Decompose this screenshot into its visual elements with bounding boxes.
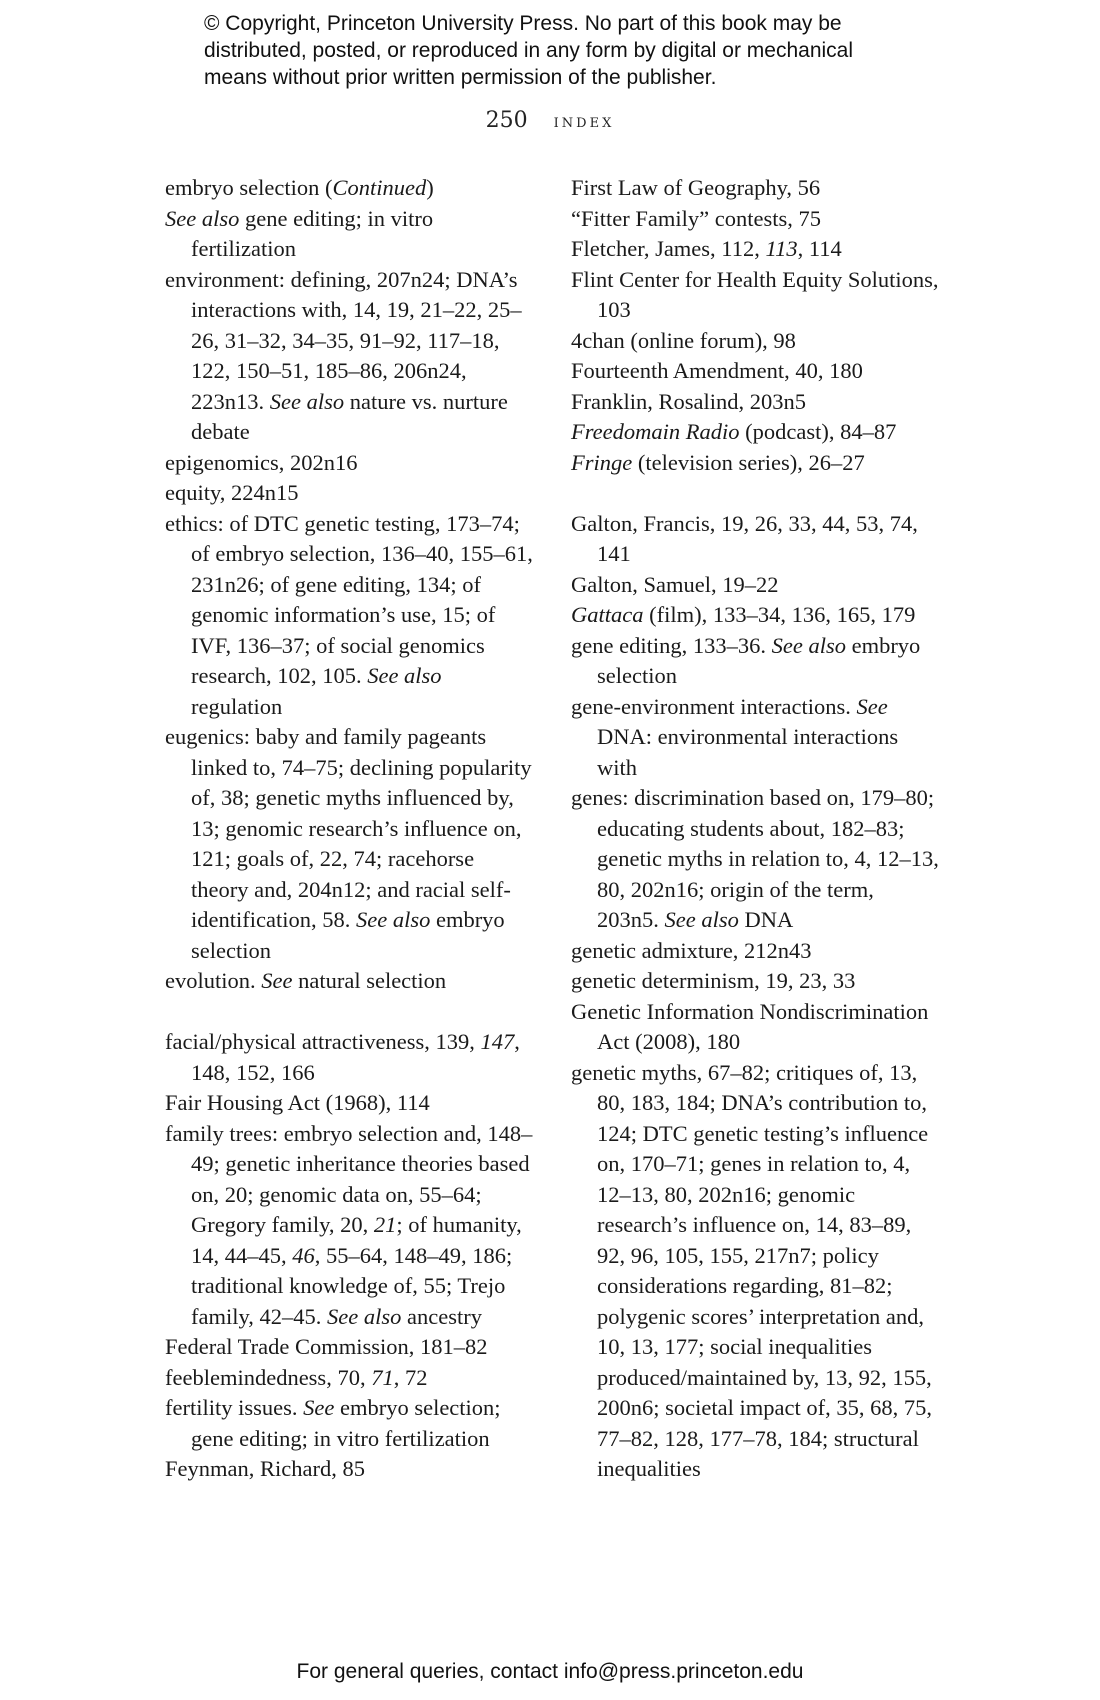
index-entry-text: 4chan (online forum), 98 (571, 327, 796, 353)
index-entry-text: DNA: environmental interactions with (597, 724, 899, 780)
index-entry-text: Feynman, Richard, 85 (165, 1456, 365, 1481)
index-entry-italic: 46 (292, 1242, 315, 1268)
index-entry-text: (podcast), 84–87 (739, 419, 897, 444)
index-entry-text: regulation (191, 693, 283, 719)
index-entry-text: “Fitter Family” contests, 75 (571, 205, 821, 231)
index-entry-italic: See also (355, 907, 431, 932)
index-entry-italic: 21 (373, 1212, 397, 1237)
index-entry-text: embryo selection; gene editing; in vitro fertilization (191, 1395, 501, 1451)
index-entry-text: Fourteenth Amendment, 40, 180 (571, 358, 863, 383)
index-entry-text: gene editing; in vitro fertilization (191, 205, 434, 261)
copyright-notice: © Copyright, Princeton University Press. No part of this book may be distributed, posted, or reproduced in any form by digital or mechanical means without prior written permission of the publisher. (204, 12, 854, 89)
index-entry-italic: See also (165, 205, 240, 231)
index-entry-italic: See also (664, 907, 739, 932)
index-entry-italic: See (261, 968, 293, 993)
index-entry-italic: See (856, 693, 888, 719)
index-entry-text: family trees: embryo selection and, 148–49; genetic inheritance theories based on, 20; genomic data on, 55–64; Gregory family, 20, (165, 1120, 533, 1237)
index-entry-italic: 147 (480, 1029, 515, 1054)
index-entry-text: equity, 224n15 (165, 480, 299, 505)
index-entry (571, 936, 941, 967)
index-entry (571, 692, 941, 784)
index-entry (165, 1332, 535, 1363)
index-entry (165, 204, 535, 265)
index-entry-text: Fair Housing Act (1968), 114 (165, 1090, 430, 1115)
index-entry-italic: Continued (332, 175, 427, 200)
index-entry-text: (film), 133–34, 136, 165, 179 (643, 602, 916, 627)
letter-group-gap (165, 997, 535, 1028)
index-entry-text: ancestry (401, 1303, 482, 1329)
index-entry-text: Flint Center for Health Equity Solutions, 103 (571, 266, 939, 322)
index-entry (165, 448, 535, 479)
index-entry-text: gene-environment interactions. (571, 693, 857, 719)
index-entry-text: genetic determinism, 19, 23, 33 (571, 968, 856, 993)
index-entry (571, 417, 941, 448)
index-entry (571, 173, 941, 204)
index-entry (165, 1363, 535, 1394)
index-entry (571, 509, 941, 570)
index-entry (571, 997, 941, 1058)
index-entry-text: First Law of Geography, 56 (571, 175, 821, 200)
index-entry-text: fertility issues. (165, 1395, 304, 1420)
index-entry-text: embryo selection ( (165, 175, 333, 200)
index-entry-text: Fletcher, James, 112, (571, 236, 766, 261)
index-entry-text: Galton, Francis, 19, 26, 33, 44, 53, 74, 141 (571, 510, 918, 566)
running-head (0, 108, 1100, 133)
index-entry-text: ; of humanity, 14, 44–45, (191, 1212, 522, 1268)
index-entry (571, 1058, 941, 1485)
index-entry (571, 234, 941, 265)
index-entry (571, 326, 941, 357)
index-entry (165, 173, 535, 204)
index-entry (571, 631, 941, 692)
index-entry-text: , 114 (797, 236, 842, 261)
index-entry (165, 1119, 535, 1333)
index-entry (165, 1393, 535, 1454)
index-entry-text: evolution. (165, 968, 262, 993)
index-entry-text: genes: discrimination based on, 179–80; educating students about, 182–83; genetic myths in relation to, 4, 12–13, 80, 202n16; origin of the term, 203n5. (571, 785, 939, 932)
index-entry-text: Franklin, Rosalind, 203n5 (571, 388, 806, 414)
index-entry (571, 265, 941, 326)
index-entry-italic: 113 (765, 236, 798, 261)
index-entry-text: , 148, 152, 166 (191, 1029, 520, 1085)
index-entry-italic: See also (771, 632, 846, 658)
index-entry (571, 966, 941, 997)
index-entry (165, 265, 535, 448)
index-entry-italic: See (303, 1395, 335, 1420)
index-entry (571, 570, 941, 601)
page-number: 250 (485, 108, 528, 133)
index-entry (165, 478, 535, 509)
index-entry-text: environment: defining, 207n24; DNA’s interactions with, 14, 19, 21–22, 25–26, 31–32, 34–35, 91–92, 117–18, 122, 150–51, 185–86, 206n24, 223n13. (165, 266, 522, 414)
index-entry-text: genetic admixture, 212n43 (571, 937, 812, 963)
index-entry-italic: See also (269, 388, 345, 414)
index-entry-text: Galton, Samuel, 19–22 (571, 571, 779, 597)
index-entry (165, 509, 535, 723)
index-column-left (165, 173, 535, 1485)
index-entry (571, 448, 941, 479)
index-entry (571, 356, 941, 387)
index-entry-text: facial/physical attractiveness, 139, (165, 1029, 481, 1054)
index-entry-text: feeblemindedness, 70, (165, 1364, 372, 1390)
index-entry (571, 387, 941, 418)
index-entry-text: , 72 (393, 1364, 428, 1390)
index-entry-text: Genetic Information Nondiscrimination Act (2008), 180 (571, 998, 929, 1054)
index-column-right (571, 173, 941, 1485)
index-entry-italic: Gattaca (571, 602, 644, 627)
index-entry-italic: Freedomain Radio (571, 419, 740, 444)
index-entry (165, 1454, 535, 1485)
index-entry-italic: See also (327, 1303, 402, 1329)
index-entry-text: natural selection (292, 968, 447, 993)
index-entry-text: embryo selection (191, 907, 505, 963)
index-entry-text: epigenomics, 202n16 (165, 449, 358, 475)
index-entry-text: ) (426, 175, 434, 200)
index-entry-text: , 55–64, 148–49, 186; traditional knowledge of, 55; Trejo family, 42–45. (191, 1242, 513, 1329)
index-entry-text: DNA (738, 907, 794, 932)
index-entry-text: genetic myths, 67–82; critiques of, 13, 80, 183, 184; DNA’s contribution to, 124; DTC genetic testing’s influence on, 170–71; genes in relation to, 4, 12–13, 80, 202n16; genomic research’s influence on, 14, 83–89, 92, 96, 105, 155, 217n7; policy considerations regarding, 81–82; polygenic scores’ interpretation and, 10, 13, 177; social inequalities produced/maintained by, 13, 92, 155, 200n6; societal impact of, 35, 68, 75, 77–82, 128, 177–78, 184; structural inequalities (571, 1059, 932, 1481)
index-entry (165, 966, 535, 997)
index-entry-italic: 71 (371, 1364, 394, 1390)
section-title: index (553, 111, 615, 132)
letter-group-gap (571, 478, 941, 509)
index-entry (571, 600, 941, 631)
footer-contact: For general queries, contact info@press.princeton.edu (296, 1660, 804, 1683)
index-entry (165, 1027, 535, 1088)
index-entry-italic: See also (367, 663, 442, 688)
index-entry-text: embryo selection (597, 632, 921, 688)
index-entry (571, 204, 941, 235)
index-entry-italic: Fringe (571, 449, 633, 475)
index-entry-text: (television series), 26–27 (632, 449, 865, 475)
index-entry (165, 1088, 535, 1119)
index-entry-text: ethics: of DTC genetic testing, 173–74; of embryo selection, 136–40, 155–61, 231n26; of gene editing, 134; of genomic information’s use, 15; of IVF, 136–37; of social genomics research, 102, 105. (165, 510, 533, 688)
index-entry-text: Federal Trade Commission, 181–82 (165, 1334, 488, 1359)
index-entry (571, 783, 941, 936)
index-entry-text: eugenics: baby and family pageants linked to, 74–75; declining popularity of, 38; genetic myths influenced by, 13; genomic research’s influence on, 121; goals of, 22, 74; racehorse theory and, 204n12; and racial self-identification, 58. (165, 724, 532, 932)
index-entry-text: gene editing, 133–36. (571, 632, 772, 658)
index-entry-text: nature vs. nurture debate (191, 388, 508, 444)
index-entry (165, 722, 535, 966)
